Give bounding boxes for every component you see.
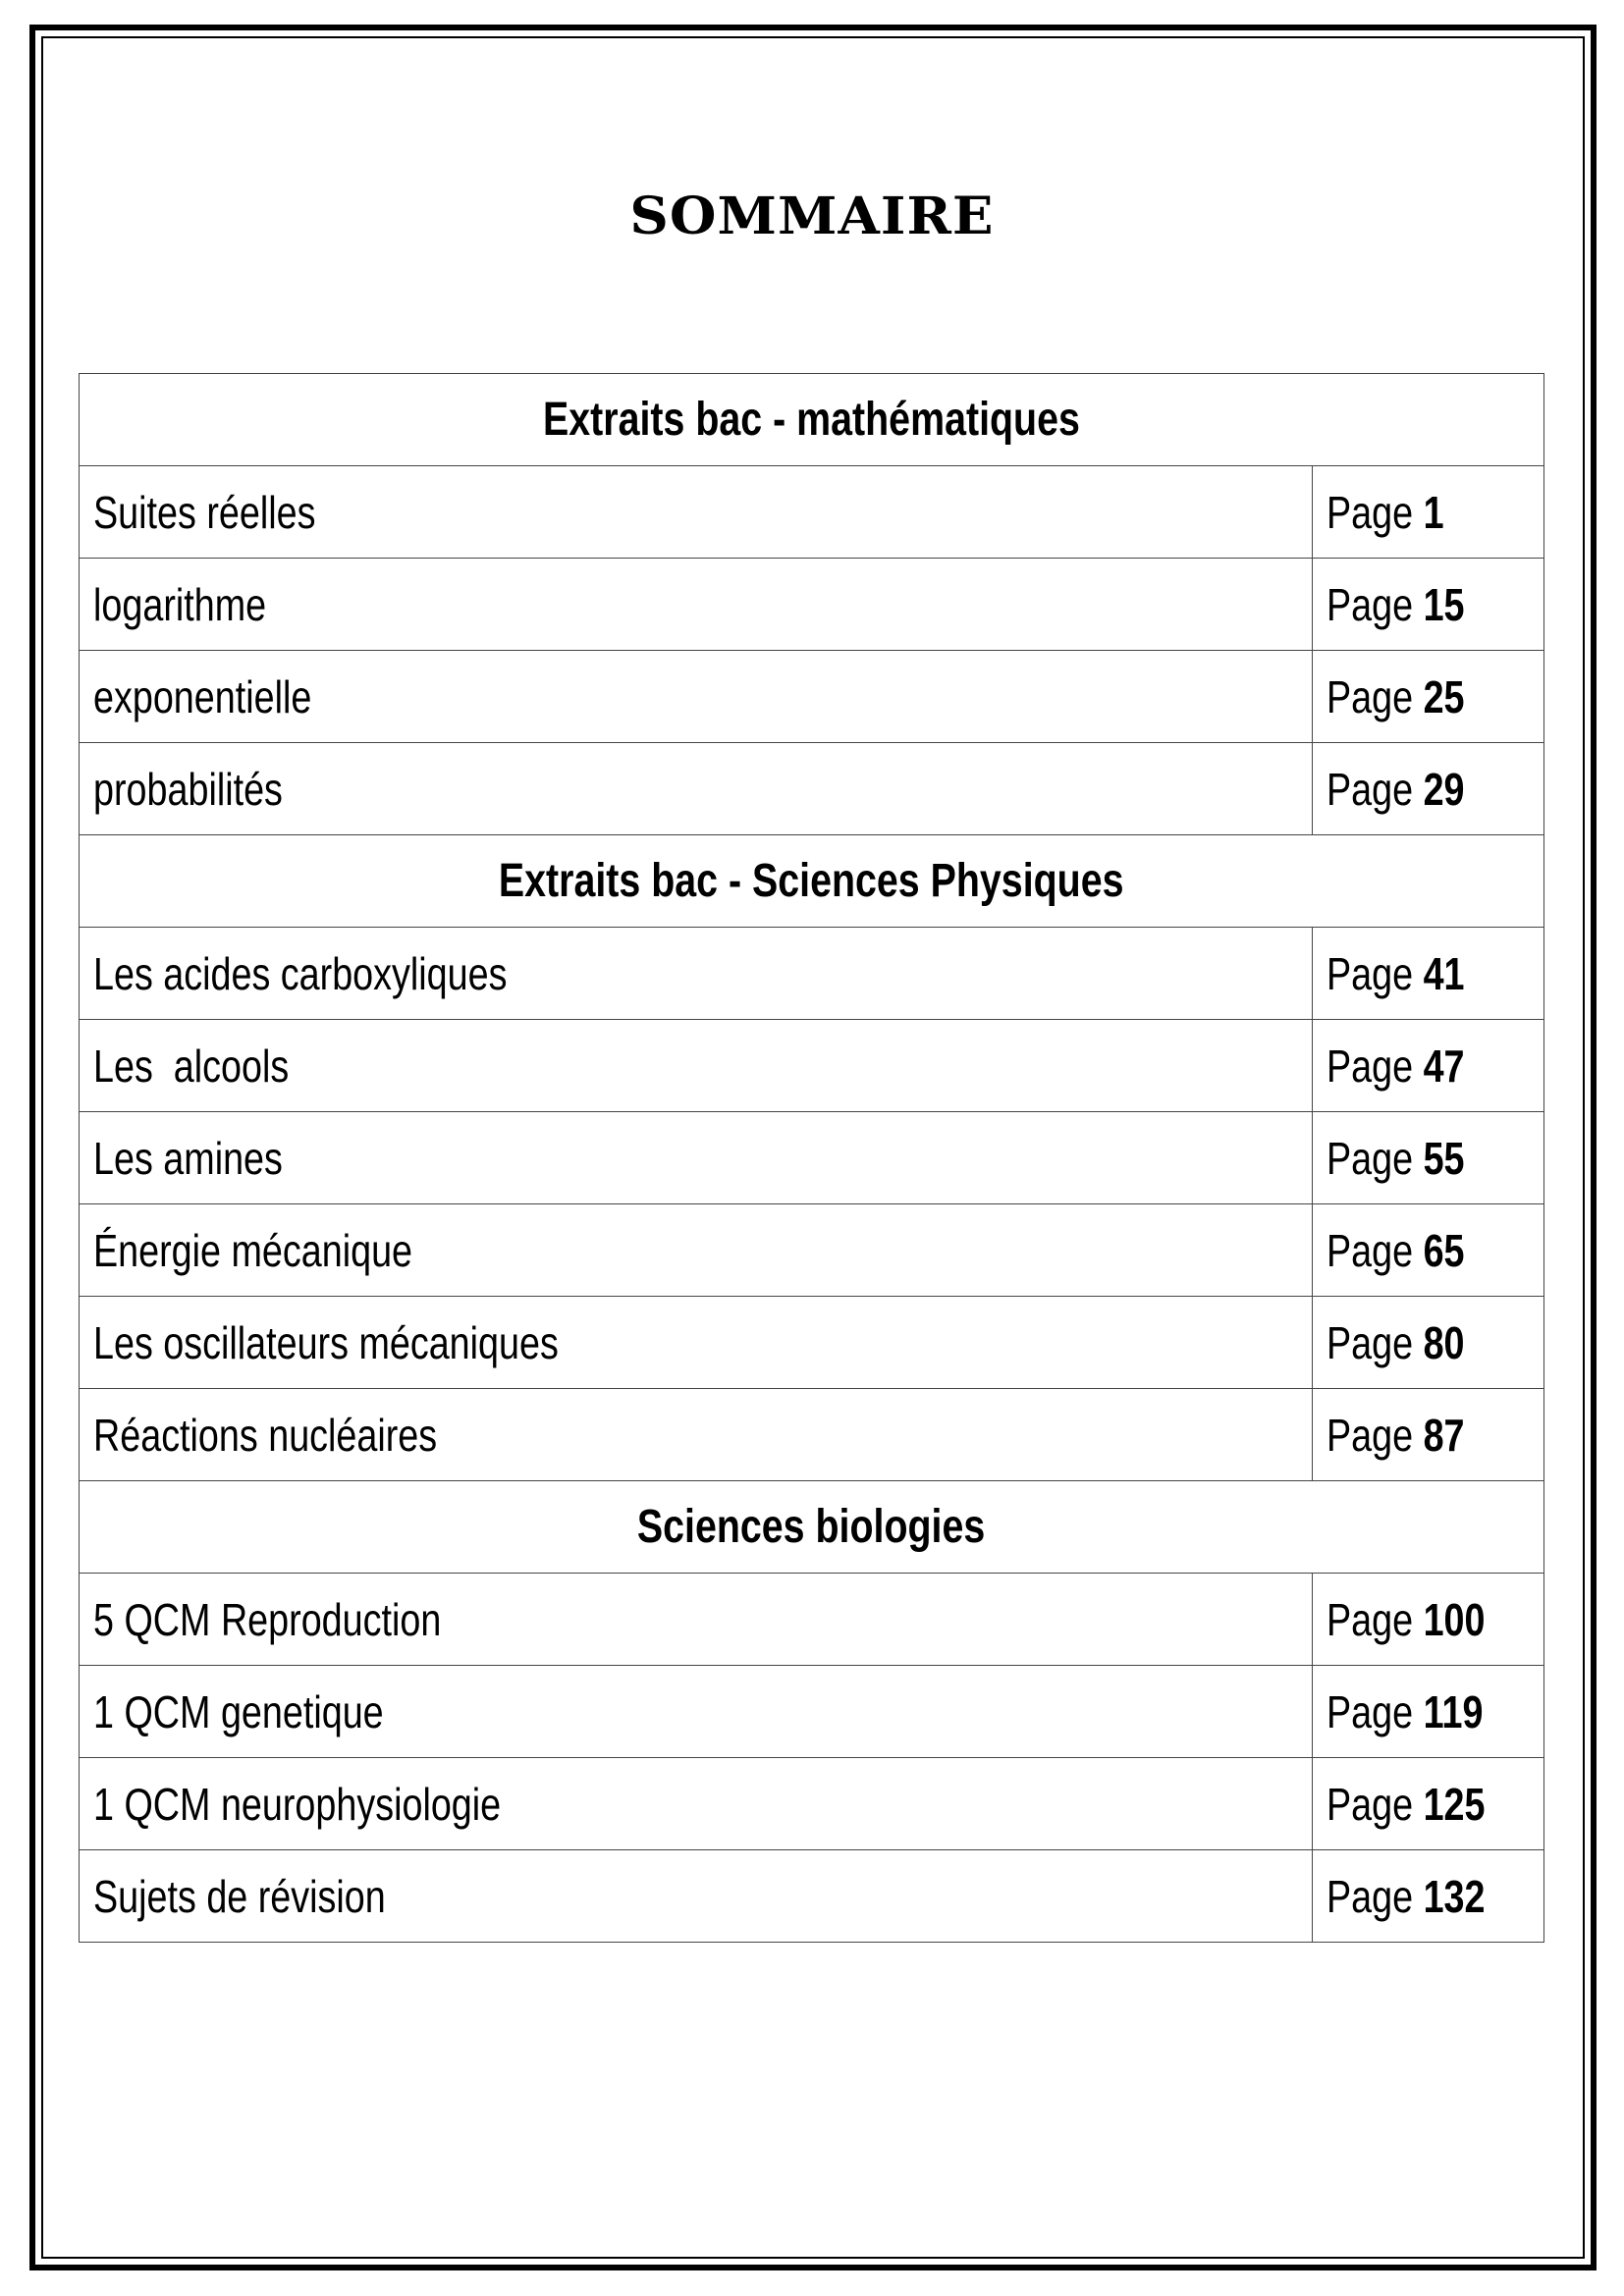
toc-row (80, 1850, 1544, 1943)
page-prefix: Page (1326, 1870, 1414, 1922)
table-of-contents (79, 373, 1544, 1943)
page-prefix: Page (1326, 947, 1414, 999)
toc-entry-label-text: Les amines (93, 1132, 283, 1184)
toc-entry-label (80, 466, 1313, 559)
toc-entry-label (80, 1666, 1313, 1758)
page-prefix: Page (1326, 670, 1414, 722)
section-header-row (80, 374, 1544, 466)
section-heading (80, 1481, 1544, 1574)
section-header-row (80, 835, 1544, 928)
page-prefix: Page (1326, 486, 1414, 538)
page-number: 41 (1423, 947, 1465, 999)
toc-row (80, 466, 1544, 559)
page-number: 132 (1423, 1870, 1486, 1922)
toc-row (80, 1389, 1544, 1481)
toc-entry-page (1312, 1850, 1543, 1943)
toc-entry-label-text: Les oscillateurs mécaniques (93, 1316, 559, 1368)
toc-entry-page (1312, 1666, 1543, 1758)
toc-entry-label (80, 1850, 1313, 1943)
page-number: 1 (1423, 486, 1444, 538)
toc-entry-page (1312, 928, 1543, 1020)
toc-entry-label (80, 559, 1313, 651)
toc-entry-page (1312, 1112, 1543, 1204)
toc-entry-page (1312, 651, 1543, 743)
page-prefix: Page (1326, 1593, 1414, 1645)
page-prefix: Page (1326, 1040, 1414, 1092)
section-heading (80, 835, 1544, 928)
toc-entry-label-text: 1 QCM genetique (93, 1685, 384, 1737)
page-number: 119 (1423, 1685, 1484, 1737)
toc-entry-label (80, 1020, 1313, 1112)
toc-entry-label-text: Réactions nucléaires (93, 1409, 438, 1461)
toc-row (80, 1297, 1544, 1389)
toc-entry-label-text: logarithme (93, 578, 267, 630)
toc-entry-label (80, 651, 1313, 743)
toc-entry-label-text: exponentielle (93, 670, 312, 722)
section-heading (80, 374, 1544, 466)
page-prefix: Page (1326, 578, 1414, 630)
toc-row (80, 743, 1544, 835)
toc-entry-page (1312, 466, 1543, 559)
toc-row (80, 928, 1544, 1020)
toc-row (80, 1204, 1544, 1297)
page-number: 65 (1423, 1224, 1465, 1276)
toc-entry-label-text: Énergie mécanique (93, 1224, 413, 1276)
toc-row (80, 651, 1544, 743)
page-prefix: Page (1326, 1316, 1414, 1368)
toc-entry-label-text: probabilités (93, 763, 283, 815)
toc-entry-label (80, 1112, 1313, 1204)
page-number: 15 (1423, 578, 1465, 630)
toc-entry-label-text: Sujets de révision (93, 1870, 386, 1922)
toc-entry-label-text: Les acides carboxyliques (93, 947, 508, 999)
page-number: 55 (1423, 1132, 1465, 1184)
toc-entry-label-text: 1 QCM neurophysiologie (93, 1778, 502, 1830)
toc-entry-page (1312, 743, 1543, 835)
toc-row (80, 1020, 1544, 1112)
toc-row (80, 1112, 1544, 1204)
toc-entry-label-text: 5 QCM Reproduction (93, 1593, 442, 1645)
toc-entry-page (1312, 1297, 1543, 1389)
toc-entry-label (80, 743, 1313, 835)
toc-entry-label (80, 1204, 1313, 1297)
page-prefix: Page (1326, 1224, 1414, 1276)
toc-row (80, 559, 1544, 651)
toc-row (80, 1574, 1544, 1666)
page-prefix: Page (1326, 1409, 1414, 1461)
toc-entry-page (1312, 1389, 1543, 1481)
page-number: 25 (1423, 670, 1465, 722)
toc-entry-label (80, 928, 1313, 1020)
toc-entry-page (1312, 1020, 1543, 1112)
page-number: 29 (1423, 763, 1465, 815)
toc-entry-label-text: Suites réelles (93, 486, 316, 538)
page-number: 125 (1423, 1778, 1486, 1830)
page-title: SOMMAIRE (629, 187, 995, 246)
section-header-row (80, 1481, 1544, 1574)
page-prefix: Page (1326, 763, 1414, 815)
toc-entry-page (1312, 1204, 1543, 1297)
toc-row (80, 1666, 1544, 1758)
page-prefix: Page (1326, 1778, 1414, 1830)
toc-row (80, 1758, 1544, 1850)
section-heading-text: Extraits bac - Sciences Physiques (499, 855, 1124, 907)
page-number: 87 (1423, 1409, 1465, 1461)
toc-entry-label (80, 1297, 1313, 1389)
section-heading-text: Sciences biologies (637, 1501, 986, 1553)
page-prefix: Page (1326, 1685, 1414, 1737)
toc-entry-label (80, 1574, 1313, 1666)
toc-entry-label (80, 1389, 1313, 1481)
page-number: 100 (1423, 1593, 1486, 1645)
toc-entry-label-text: Les alcools (93, 1040, 290, 1092)
toc-entry-label (80, 1758, 1313, 1850)
page-number: 80 (1423, 1316, 1465, 1368)
toc-entry-page (1312, 1758, 1543, 1850)
toc-entry-page (1312, 1574, 1543, 1666)
page-prefix: Page (1326, 1132, 1414, 1184)
section-heading-text: Extraits bac - mathématiques (543, 394, 1080, 446)
page-number: 47 (1423, 1040, 1465, 1092)
toc-entry-page (1312, 559, 1543, 651)
